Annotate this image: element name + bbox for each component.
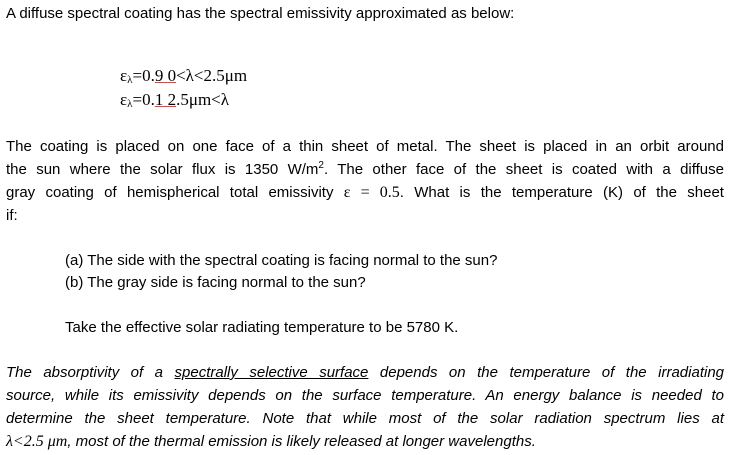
para1-line4: if: (6, 207, 18, 224)
para2-line3: determine the sheet temperature. Note that while most of the solar radiation spectrum lies at (6, 410, 724, 427)
range-expression: .5μm<λ (176, 90, 229, 109)
para1-line2: the sun where the solar flux is 1350 $W/m^2$. The other face of the sheet is coated with a diffuse (6, 160, 724, 178)
para1-line1: The coating is placed on one face of a thin sheet of metal. The sheet is placed in an orbit around (6, 138, 724, 155)
question-a: (a) The side with the spectral coating is facing normal to the sun? (65, 252, 498, 269)
question-b: (b) The gray side is facing normal to the sun? (65, 274, 366, 291)
equation-operator: =0. (132, 66, 155, 85)
note-text: Take the effective solar radiating temperature to be 5780 K. (65, 319, 459, 336)
spectrally-selective-link: spectrally selective surface (174, 364, 369, 381)
lambda-subscript: λ (127, 98, 133, 110)
para2-line4: λ<2.5 μm, most of the thermal emission is likely released at longer wavelengths. (6, 433, 536, 450)
range-lower: 0 (167, 66, 177, 85)
epsilon-symbol: ε (120, 90, 128, 109)
para2-line2: source, while its emissivity depends on the surface temperature. An energy balance is needed to (6, 387, 724, 404)
epsilon-symbol: ε (120, 66, 128, 85)
intro-text: A diffuse spectral coating has the spectral emissivity approximated as below: (6, 5, 515, 22)
para2-line1: The absorptivity of a spectrally selective surface depends on the temperature of the irradiating (6, 364, 725, 381)
range-lower: 2 (167, 90, 177, 109)
equation-operator: =0. (132, 90, 155, 109)
equation-2 (120, 90, 229, 110)
range-expression: <λ<2.5μm (176, 66, 248, 85)
equation-value: 1 (154, 90, 164, 109)
equation-value: 9 (154, 66, 164, 85)
equation-1 (120, 66, 247, 86)
para1-line3: gray coating of hemispherical total emissivity ε = 0.5. What is the temperature (K) of the sheet (6, 184, 724, 201)
lambda-subscript: λ (127, 74, 133, 86)
